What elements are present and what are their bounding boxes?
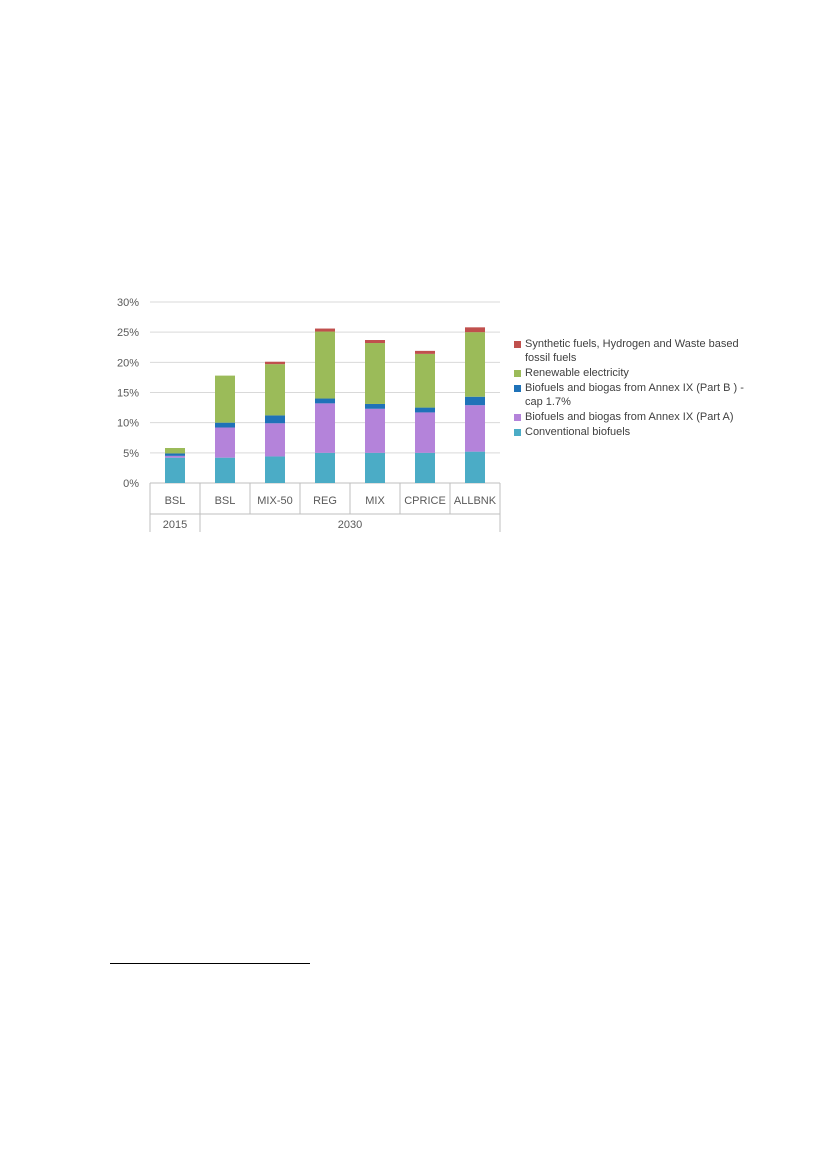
bar-segment <box>365 404 385 409</box>
bar-segment <box>215 423 235 428</box>
x-group-label: 2015 <box>162 519 188 531</box>
bar-segment <box>415 354 435 408</box>
bar-segment <box>215 376 235 423</box>
legend-label: Biofuels and biogas from Annex IX (Part B ) - cap 1.7% <box>525 382 744 408</box>
bar-segment <box>165 456 185 458</box>
bar-segment <box>465 405 485 451</box>
legend-label: Conventional biofuels <box>525 426 631 438</box>
y-tick-label: 0% <box>123 478 139 490</box>
bar-segment <box>215 458 235 483</box>
x-group-label: 2030 <box>337 519 363 531</box>
bar-segment <box>415 453 435 483</box>
bar-segment <box>215 427 235 457</box>
bar-segment <box>465 397 485 405</box>
bar-segment <box>365 343 385 404</box>
x-tick-label: MIX-50 <box>257 495 293 507</box>
y-tick-label: 10% <box>116 417 139 430</box>
legend-swatch <box>514 370 521 377</box>
legend-item-synthetic-fuels <box>514 337 744 365</box>
legend-swatch <box>514 429 521 436</box>
legend-swatch <box>514 385 521 392</box>
bar-segment <box>265 423 285 456</box>
x-tick-label: BSL <box>164 495 186 507</box>
legend-label: Synthetic fuels, Hydrogen and Waste based fossil fuels <box>525 338 739 364</box>
legend-item-annex-ix-part-b <box>514 381 744 409</box>
y-tick-label: 30% <box>116 297 139 309</box>
bar-segment <box>315 332 335 399</box>
bar-segment <box>165 448 185 453</box>
bar-segment <box>415 351 435 354</box>
bar-segment <box>265 415 285 423</box>
bar-segment <box>265 364 285 415</box>
x-tick-label: BSL <box>214 495 236 507</box>
bar-segment <box>265 362 285 364</box>
legend-item-annex-ix-part-a <box>514 410 744 424</box>
bar-segment <box>315 399 335 404</box>
x-tick-label: MIX <box>365 495 385 507</box>
bar-segment <box>465 327 485 332</box>
bar-segment <box>365 340 385 343</box>
y-tick-label: 15% <box>116 387 139 400</box>
bar-segment <box>265 456 285 483</box>
legend-label: Biofuels and biogas from Annex IX (Part A) <box>525 411 734 423</box>
x-tick-label: CPRICE <box>404 495 446 507</box>
y-tick-label: 20% <box>116 357 139 370</box>
footnote-separator <box>110 963 310 964</box>
bar-segment <box>415 408 435 413</box>
bar-segment <box>315 403 335 452</box>
chart-legend <box>514 337 744 440</box>
legend-label: Renewable electricity <box>525 367 629 379</box>
legend-item-conventional-biofuels <box>514 425 744 439</box>
legend-swatch <box>514 414 521 421</box>
bar-segment <box>465 332 485 397</box>
bar-segment <box>415 412 435 452</box>
bar-segment <box>315 453 335 483</box>
stacked-bar-chart <box>100 290 510 540</box>
legend-item-renewable-electricity <box>514 366 744 380</box>
bar-segment <box>165 453 185 455</box>
x-tick-label: ALLBNK <box>453 495 497 507</box>
legend-swatch <box>514 341 521 348</box>
bar-segment <box>365 453 385 483</box>
bar-segment <box>465 452 485 483</box>
x-tick-label: REG <box>313 495 337 507</box>
bar-segment <box>365 409 385 453</box>
y-tick-label: 5% <box>123 447 139 460</box>
bar-segment <box>165 458 185 483</box>
bar-segment <box>315 329 335 332</box>
y-tick-label: 25% <box>116 327 139 340</box>
